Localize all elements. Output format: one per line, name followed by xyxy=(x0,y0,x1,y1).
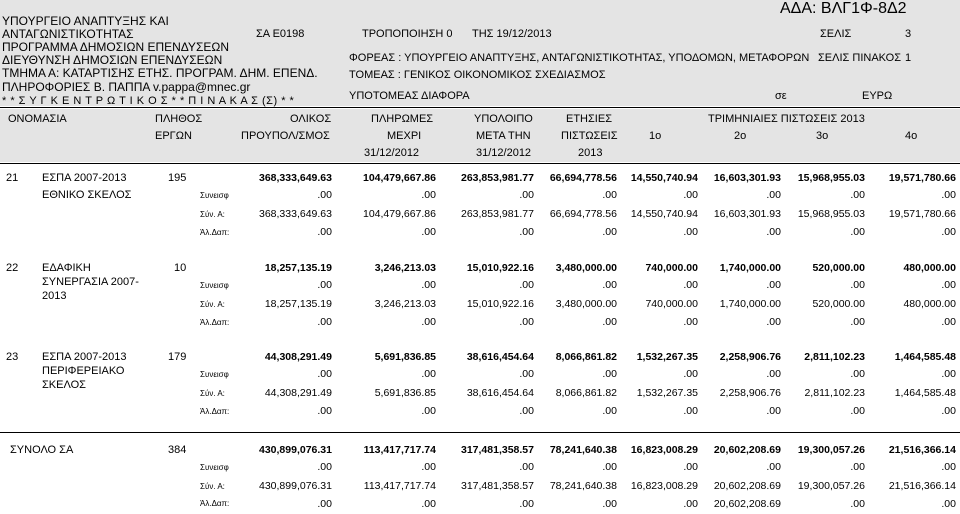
row-label-all: Άλ.Δαπ: xyxy=(200,228,230,237)
cell-q2: 16,603,301.93 xyxy=(713,208,781,220)
col-q3: 3ο xyxy=(816,130,829,142)
cell-total: 368,333,649.63 xyxy=(259,172,332,184)
cell-q1: 740,000.00 xyxy=(645,298,698,310)
cell-remaining: 317,481,358.57 xyxy=(461,480,534,492)
cell-q3: 15,968,955.03 xyxy=(797,172,865,184)
col-count: ΠΛΗΘΟΣ xyxy=(155,113,203,125)
cell-remaining: .00 xyxy=(519,189,534,201)
cell-total: 44,308,291.49 xyxy=(264,351,332,363)
cell-annual: .00 xyxy=(602,226,617,238)
cell-annual: 66,694,778.56 xyxy=(549,208,617,220)
cell-q4: 1,464,585.48 xyxy=(894,387,956,399)
column-header-divider xyxy=(0,163,960,164)
col-remaining: 31/12/2012 xyxy=(476,147,532,159)
cell-q2: 2,258,906.76 xyxy=(719,351,781,363)
ypotomeas: ΥΠΟΤΟΜΕΑΣ ΔΙΑΦΟΡΑ xyxy=(349,90,470,102)
ministry-line: ΥΠΟΥΡΓΕΙΟ ΑΝΑΠΤΥΞΗΣ ΚΑΙ xyxy=(2,14,169,28)
cell-remaining: 317,481,358.57 xyxy=(461,444,534,456)
cell-q4: 19,571,780.66 xyxy=(888,172,956,184)
cell-q3: 15,968,955.03 xyxy=(797,208,865,220)
group-count: 195 xyxy=(168,172,187,184)
cell-total: .00 xyxy=(317,279,332,291)
group-name: ΕΘΝΙΚΟ ΣΚΕΛΟΣ xyxy=(42,189,132,201)
cell-paid: .00 xyxy=(421,226,436,238)
cell-remaining: .00 xyxy=(519,368,534,380)
cell-q3: .00 xyxy=(850,226,865,238)
cell-paid: .00 xyxy=(421,279,436,291)
cell-paid: 104,479,667.86 xyxy=(363,172,436,184)
col-quarterly: ΤΡΙΜΗΝΙΑΙΕΣ ΠΙΣΤΩΣΕΙΣ 2013 xyxy=(708,113,865,125)
cell-q1: .00 xyxy=(683,405,698,417)
cell-q4: .00 xyxy=(941,405,956,417)
row-label-sun: Σύν. Α: xyxy=(200,482,225,491)
cell-remaining: .00 xyxy=(519,461,534,473)
total-count: 384 xyxy=(168,444,187,456)
cell-q4: .00 xyxy=(941,316,956,328)
cell-total: .00 xyxy=(317,368,332,380)
cell-q1: 14,550,740.94 xyxy=(630,208,698,220)
ministry-line: ΔΙΕΥΘΥΝΣΗ ΔΗΜΟΣΙΩΝ ΕΠΕΝΔΥΣΕΩΝ xyxy=(2,53,223,67)
group-name: ΕΔΑΦΙΚΗ xyxy=(42,262,91,274)
report-title: * * Σ Υ Γ Κ Ε Ν Τ Ρ Ω Τ Ι Κ Ο Σ * * Π Ι Ν Α Κ Α Σ (Σ) * * xyxy=(2,95,295,107)
row-label-sunch: Συνεισφ xyxy=(200,281,229,290)
cell-q3: .00 xyxy=(850,405,865,417)
cell-paid: .00 xyxy=(421,498,436,510)
cell-q2: 16,603,301.93 xyxy=(713,172,781,184)
cell-q4: 1,464,585.48 xyxy=(894,351,956,363)
cell-q4: 19,571,780.66 xyxy=(888,208,956,220)
col-remaining: ΜΕΤΑ ΤΗΝ xyxy=(476,130,531,142)
col-annual: 2013 xyxy=(578,147,603,159)
cell-paid: .00 xyxy=(421,189,436,201)
cell-q3: 2,811,102.23 xyxy=(804,351,865,363)
cell-paid: 113,417,717.74 xyxy=(363,480,436,492)
row-label-sun: Σύν. Α: xyxy=(200,210,225,219)
table-page-value: 1 xyxy=(905,52,912,64)
cell-annual: 8,066,861.82 xyxy=(555,387,617,399)
col-annual: ΠΙΣΤΩΣΕΙΣ xyxy=(561,130,618,142)
cell-annual: .00 xyxy=(602,316,617,328)
cell-remaining: 38,616,454.64 xyxy=(466,351,534,363)
header-divider xyxy=(0,107,960,108)
col-remaining: ΥΠΟΛΟΙΠΟ xyxy=(474,113,533,125)
page-label: ΣΕΛΙΣ xyxy=(820,28,852,40)
cell-total: .00 xyxy=(317,226,332,238)
cell-total: 368,333,649.63 xyxy=(259,208,332,220)
row-label-sun: Σύν. Α: xyxy=(200,300,225,309)
cell-q1: 14,550,740.94 xyxy=(630,172,698,184)
report-date: ΤΗΣ 19/12/2013 xyxy=(472,28,552,40)
cell-paid: .00 xyxy=(421,405,436,417)
cell-q2: .00 xyxy=(766,189,781,201)
cell-annual: .00 xyxy=(602,368,617,380)
cell-paid: 113,417,717.74 xyxy=(363,444,436,456)
cell-q2: 1,740,000.00 xyxy=(719,262,781,274)
cell-q4: .00 xyxy=(941,461,956,473)
group-count: 179 xyxy=(168,351,187,363)
col-q1: 1ο xyxy=(649,130,662,142)
unit-se: σε xyxy=(775,90,787,102)
cell-annual: 78,241,640.38 xyxy=(549,480,617,492)
cell-q4: 21,516,366.14 xyxy=(888,444,956,456)
group-count: 10 xyxy=(174,262,187,274)
cell-q3: 19,300,057.26 xyxy=(797,480,865,492)
cell-q3: .00 xyxy=(850,279,865,291)
cell-paid: 3,246,213.03 xyxy=(374,262,436,274)
group-name: ΕΣΠΑ 2007-2013 xyxy=(42,172,127,184)
total-label: ΣΥΝΟΛΟ ΣΑ xyxy=(10,444,74,456)
cell-q2: .00 xyxy=(766,226,781,238)
cell-q3: 2,811,102.23 xyxy=(804,387,865,399)
cell-q3: 520,000.00 xyxy=(812,262,865,274)
row-label-all: Άλ.Δαπ: xyxy=(200,499,230,508)
cell-total: 18,257,135.19 xyxy=(264,262,332,274)
cell-total: 18,257,135.19 xyxy=(264,298,332,310)
cell-remaining: 263,853,981.77 xyxy=(461,172,534,184)
cell-q1: .00 xyxy=(683,461,698,473)
ministry-line: ΠΡΟΓΡΑΜΜΑ ΔΗΜΟΣΙΩΝ ΕΠΕΝΔΥΣΕΩΝ xyxy=(2,40,229,54)
cell-q3: .00 xyxy=(850,461,865,473)
cell-q1: .00 xyxy=(683,226,698,238)
cell-q4: 480,000.00 xyxy=(903,298,956,310)
cell-annual: .00 xyxy=(602,461,617,473)
cell-q1: .00 xyxy=(683,316,698,328)
cell-remaining: 15,010,922.16 xyxy=(466,262,534,274)
cell-q2: 2,258,906.76 xyxy=(719,387,781,399)
row-label-sunch: Συνεισφ xyxy=(200,370,229,379)
col-total: ΟΛΙΚΟΣ xyxy=(290,113,332,125)
cell-annual: 66,694,778.56 xyxy=(549,172,617,184)
cell-total: 430,899,076.31 xyxy=(259,444,332,456)
cell-q3: .00 xyxy=(850,316,865,328)
col-paid: ΜΕΧΡΙ xyxy=(387,130,422,142)
cell-remaining: .00 xyxy=(519,279,534,291)
cell-q2: .00 xyxy=(766,461,781,473)
cell-q2: 20,602,208.69 xyxy=(713,498,781,510)
cell-paid: 5,691,836.85 xyxy=(374,351,436,363)
col-annual: ΕΤΗΣΙΕΣ xyxy=(566,113,612,125)
cell-q3: 520,000.00 xyxy=(812,298,865,310)
col-q4: 4ο xyxy=(905,130,918,142)
currency: ΕΥΡΩ xyxy=(862,90,893,102)
cell-remaining: 38,616,454.64 xyxy=(466,387,534,399)
cell-q4: .00 xyxy=(941,498,956,510)
group-name: ΠΕΡΙΦΕΡΕΙΑΚΟ xyxy=(42,365,125,377)
cell-total: .00 xyxy=(317,461,332,473)
row-label-all: Άλ.Δαπ: xyxy=(200,407,230,416)
cell-q1: 1,532,267.35 xyxy=(636,387,698,399)
group-name: ΕΣΠΑ 2007-2013 xyxy=(42,351,127,363)
group-name: 2013 xyxy=(42,290,67,302)
cell-annual: .00 xyxy=(602,279,617,291)
cell-remaining: 263,853,981.77 xyxy=(461,208,534,220)
cell-q1: .00 xyxy=(683,189,698,201)
cell-q4: 21,516,366.14 xyxy=(888,480,956,492)
cell-q1: 16,823,008.29 xyxy=(630,444,698,456)
cell-q2: 20,602,208.69 xyxy=(713,444,781,456)
ministry-line: ΑΝΤΑΓΩΝΙΣΤΙΚΟΤΗΤΑΣ xyxy=(2,27,134,41)
cell-q2: .00 xyxy=(766,368,781,380)
ministry-line: ΠΛΗΡΟΦΟΡΙΕΣ Β. ΠΑΠΠΑ v.pappa@mnec.gr xyxy=(2,80,251,94)
tomeas: ΤΟΜΕΑΣ : ΓΕΝΙΚΟΣ ΟΙΚΟΝΟΜΙΚΟΣ ΣΧΕΔΙΑΣΜΟΣ xyxy=(349,69,606,81)
cell-q1: .00 xyxy=(683,279,698,291)
col-paid: 31/12/2012 xyxy=(364,147,420,159)
cell-total: .00 xyxy=(317,498,332,510)
cell-q3: .00 xyxy=(850,368,865,380)
cell-annual: .00 xyxy=(602,189,617,201)
cell-q4: .00 xyxy=(941,368,956,380)
cell-q1: 16,823,008.29 xyxy=(630,480,698,492)
group-name: ΣΚΕΛΟΣ xyxy=(42,379,86,391)
cell-paid: .00 xyxy=(421,461,436,473)
cell-annual: 3,480,000.00 xyxy=(555,298,617,310)
cell-annual: 78,241,640.38 xyxy=(549,444,617,456)
cell-annual: 3,480,000.00 xyxy=(555,262,617,274)
row-label-sunch: Συνεισφ xyxy=(200,191,229,200)
col-count: ΕΡΓΩΝ xyxy=(155,130,192,142)
cell-q1: .00 xyxy=(683,368,698,380)
foreas: ΦΟΡΕΑΣ : ΥΠΟΥΡΓΕΙΟ ΑΝΑΠΤΥΞΗΣ, ΑΝΤΑΓΩΝΙΣΤΙΚΟΤΗΤΑΣ, ΥΠΟΔΟΜΩΝ, ΜΕΤΑΦΟΡΩΝ xyxy=(349,52,810,64)
cell-total: .00 xyxy=(317,316,332,328)
group-code: 22 xyxy=(6,262,19,274)
page-value: 3 xyxy=(905,28,912,40)
modification: ΤΡΟΠΟΠΟΙΗΣΗ 0 xyxy=(362,28,453,40)
sa-code: ΣΑ Ε0198 xyxy=(256,28,305,40)
cell-q2: 1,740,000.00 xyxy=(719,298,781,310)
cell-remaining: .00 xyxy=(519,405,534,417)
row-label-sun: Σύν. Α: xyxy=(200,389,225,398)
cell-remaining: .00 xyxy=(519,226,534,238)
cell-remaining: .00 xyxy=(519,498,534,510)
cell-annual: 8,066,861.82 xyxy=(555,351,617,363)
cell-paid: .00 xyxy=(421,368,436,380)
cell-q4: .00 xyxy=(941,189,956,201)
row-label-sunch: Συνεισφ xyxy=(200,463,229,472)
cell-q1: 740,000.00 xyxy=(645,262,698,274)
cell-q4: .00 xyxy=(941,226,956,238)
cell-q4: 480,000.00 xyxy=(903,262,956,274)
cell-total: 44,308,291.49 xyxy=(264,387,332,399)
cell-q1: .00 xyxy=(683,498,698,510)
row-label-all: Άλ.Δαπ: xyxy=(200,318,230,327)
cell-remaining: 15,010,922.16 xyxy=(466,298,534,310)
col-paid: ΠΛΗΡΩΜΕΣ xyxy=(371,113,434,125)
cell-q3: 19,300,057.26 xyxy=(797,444,865,456)
cell-q2: .00 xyxy=(766,405,781,417)
cell-annual: .00 xyxy=(602,405,617,417)
group-name: ΣΥΝΕΡΓΑΣΙΑ 2007- xyxy=(42,276,139,288)
cell-paid: 3,246,213.03 xyxy=(374,298,436,310)
total-top-rule xyxy=(0,432,960,433)
ministry-line: ΤΜΗΜΑ Α: ΚΑΤΑΡΤΙΣΗΣ ΕΤΗΣ. ΠΡΟΓΡΑΜ. ΔΗΜ. ΕΠΕΝΔ. xyxy=(2,66,318,80)
cell-q3: .00 xyxy=(850,498,865,510)
col-total: ΠΡΟΥΠΟΛ/ΣΜΟΣ xyxy=(241,130,330,142)
col-q2: 2ο xyxy=(734,130,747,142)
cell-paid: 104,479,667.86 xyxy=(363,208,436,220)
cell-annual: .00 xyxy=(602,498,617,510)
cell-paid: 5,691,836.85 xyxy=(374,387,436,399)
group-code: 23 xyxy=(6,351,19,363)
cell-q2: .00 xyxy=(766,316,781,328)
cell-q4: .00 xyxy=(941,279,956,291)
cell-total: .00 xyxy=(317,405,332,417)
cell-q2: .00 xyxy=(766,279,781,291)
group-code: 21 xyxy=(6,172,19,184)
table-page-label: ΣΕΛΙΣ ΠΙΝΑΚΟΣ xyxy=(818,52,902,64)
cell-remaining: .00 xyxy=(519,316,534,328)
cell-total: 430,899,076.31 xyxy=(259,480,332,492)
cell-q3: .00 xyxy=(850,189,865,201)
ada-code: ΑΔΑ: ΒΛΓ1Φ-8Δ2 xyxy=(780,0,907,17)
cell-total: .00 xyxy=(317,189,332,201)
cell-paid: .00 xyxy=(421,316,436,328)
cell-q1: 1,532,267.35 xyxy=(636,351,698,363)
cell-q2: 20,602,208.69 xyxy=(713,480,781,492)
col-name: ΟΝΟΜΑΣΙΑ xyxy=(8,113,67,125)
